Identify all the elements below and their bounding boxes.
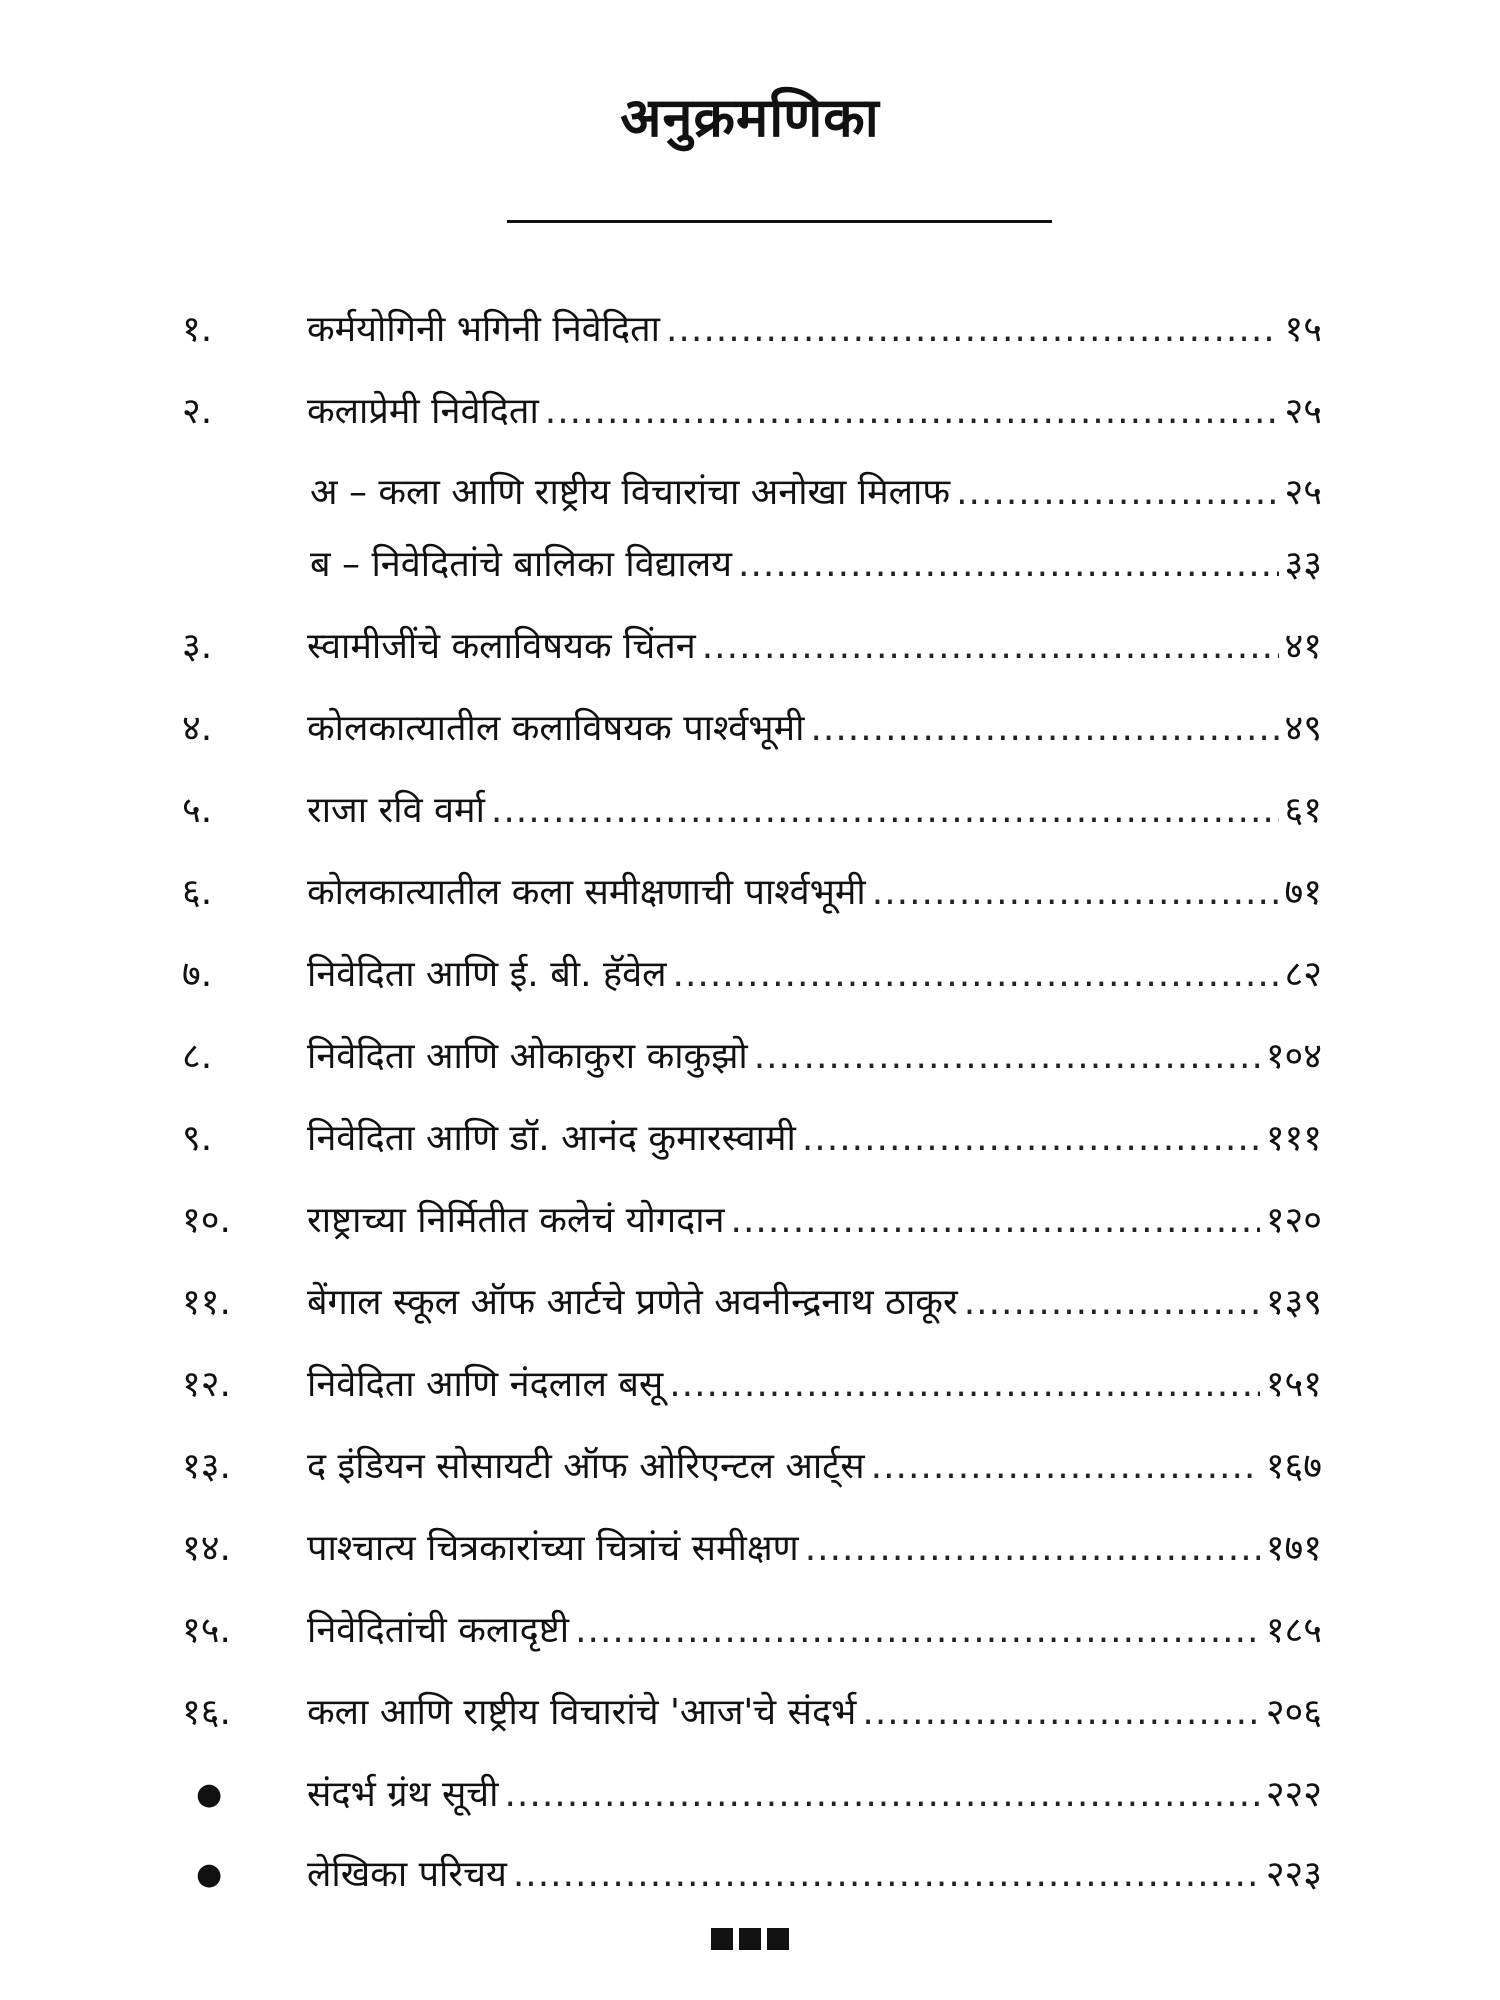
dot-leader [964,1285,1260,1321]
entry-number: ६. [182,872,213,913]
entry-page-number: १७१ [1265,1528,1322,1569]
entry-title: निवेदिता आणि ओकाकुरा काकुझो [307,1036,748,1077]
toc-entry [0,295,1500,365]
entry-number: ९. [182,1118,213,1159]
dot-leader [669,1367,1260,1403]
dot-leader [673,957,1279,993]
ornament-square [767,1928,789,1950]
dot-leader [805,1531,1260,1567]
entry-number: ११. [182,1282,231,1323]
entry-title: ब – निवेदितांचे बालिका विद्यालय [310,544,733,585]
entry-page-number: १२० [1265,1200,1322,1241]
page-title: अनुक्रमणिका [620,86,880,149]
toc-subentry [0,530,1500,600]
toc-entry [0,1022,1500,1092]
dot-leader [871,1449,1260,1485]
dot-leader [666,312,1279,348]
entry-title: कर्मयोगिनी भगिनी निवेदिता [307,309,660,350]
entry-title: संदर्भ ग्रंथ सूची [307,1774,499,1815]
entry-page-number: २०६ [1265,1692,1322,1733]
toc-entry [0,1432,1500,1502]
entry-page-number: ७१ [1284,872,1322,913]
entry-title: कोलकात्यातील कलाविषयक पार्श्वभूमी [307,708,805,749]
entry-title: अ – कला आणि राष्ट्रीय विचारांचा अनोखा मिलाफ [310,472,951,513]
entry-title: निवेदिता आणि ई. बी. हॅवेल [307,954,667,995]
dot-leader [731,1203,1260,1239]
dot-leader [802,1121,1260,1157]
entry-page-number: ४१ [1284,626,1322,667]
dot-leader [491,793,1279,829]
entry-page-number: २२२ [1265,1774,1322,1815]
entry-page-number: १६७ [1265,1446,1322,1487]
entry-title: लेखिका परिचय [307,1854,507,1895]
dot-leader [504,1777,1259,1813]
toc-entry [0,858,1500,928]
entry-title: राष्ट्राच्या निर्मितीत कलेचं योगदान [307,1200,725,1241]
toc-subentry [0,458,1500,528]
entry-page-number: २२३ [1265,1854,1322,1895]
toc-entry [0,1104,1500,1174]
entry-page-number: २५ [1284,391,1322,432]
entry-number: ३. [182,626,213,667]
entry-title: कोलकात्यातील कला समीक्षणाची पार्श्वभूमी [307,872,866,913]
ornament-square [711,1928,733,1950]
toc-entry [0,1268,1500,1338]
entry-title: निवेदिता आणि नंदलाल बसू [307,1364,664,1405]
entry-title: राजा रवि वर्मा [307,790,485,831]
entry-title: निवेदितांची कलादृष्टी [307,1610,570,1651]
toc-entry [0,1760,1500,1830]
entry-number: १६. [182,1692,231,1733]
entry-number: २. [182,391,213,432]
entry-number: ५. [182,790,213,831]
entry-number: ८. [182,1036,213,1077]
toc-entry [0,1596,1500,1666]
dot-leader [545,394,1279,430]
entry-number: १४. [182,1528,231,1569]
toc-entry [0,1350,1500,1420]
entry-page-number: २५ [1284,472,1322,513]
entry-number: १३. [182,1446,231,1487]
entry-title: बेंगाल स्कूल ऑफ आर्टचे प्रणेते अवनीन्द्रनाथ ठाकूर [307,1282,958,1323]
dot-leader [956,475,1278,511]
entry-page-number: १५१ [1265,1364,1322,1405]
dot-leader [702,629,1279,665]
entry-page-number: १३९ [1265,1282,1322,1323]
entry-page-number: ८२ [1284,954,1322,995]
entry-page-number: ४९ [1284,708,1322,749]
entry-title: द इंडियन सोसायटी ऑफ ओरिएन्टल आर्ट्‌स [307,1446,865,1487]
toc-entry [0,694,1500,764]
toc-entry [0,612,1500,682]
entry-page-number: १०४ [1265,1036,1322,1077]
toc-entry [0,377,1500,447]
dot-leader [754,1039,1260,1075]
toc-entry [0,1186,1500,1256]
toc-entry [0,940,1500,1010]
toc-entry [0,1678,1500,1748]
entry-number: १२. [182,1364,231,1405]
entry-number: ७. [182,954,213,995]
entry-title: कलाप्रेमी निवेदिता [307,391,539,432]
entry-number: ४. [182,708,213,749]
entry-number: १५. [182,1610,231,1651]
ornament-square [739,1928,761,1950]
entry-title: निवेदिता आणि डॉ. आनंद कुमारस्वामी [307,1118,796,1159]
entry-title: पाश्चात्य चित्रकारांच्या चित्रांचं समीक्षण [307,1528,799,1569]
dot-leader [862,1695,1259,1731]
dot-leader [738,547,1279,583]
entry-title: कला आणि राष्ट्रीय विचारांचे 'आज'चे संदर्भ [307,1692,857,1733]
toc-entry [0,1514,1500,1584]
entry-page-number: १८५ [1265,1610,1322,1651]
entry-page-number: ६१ [1284,790,1322,831]
dot-leader [872,875,1279,911]
entry-number: १. [182,309,213,350]
dot-leader [810,711,1278,747]
dot-leader [575,1613,1260,1649]
entry-page-number: ३३ [1284,544,1322,585]
bullet-marker: ● [196,1777,223,1812]
toc-entry [0,776,1500,846]
bullet-marker: ● [196,1857,223,1892]
entry-page-number: १११ [1265,1118,1322,1159]
entry-number: १०. [182,1200,231,1241]
end-of-section-ornament [0,1928,1500,1950]
dot-leader [513,1857,1260,1893]
entry-page-number: १५ [1284,309,1322,350]
toc-entry [0,1840,1500,1910]
entry-title: स्वामीजींचे कलाविषयक चिंतन [307,626,696,667]
